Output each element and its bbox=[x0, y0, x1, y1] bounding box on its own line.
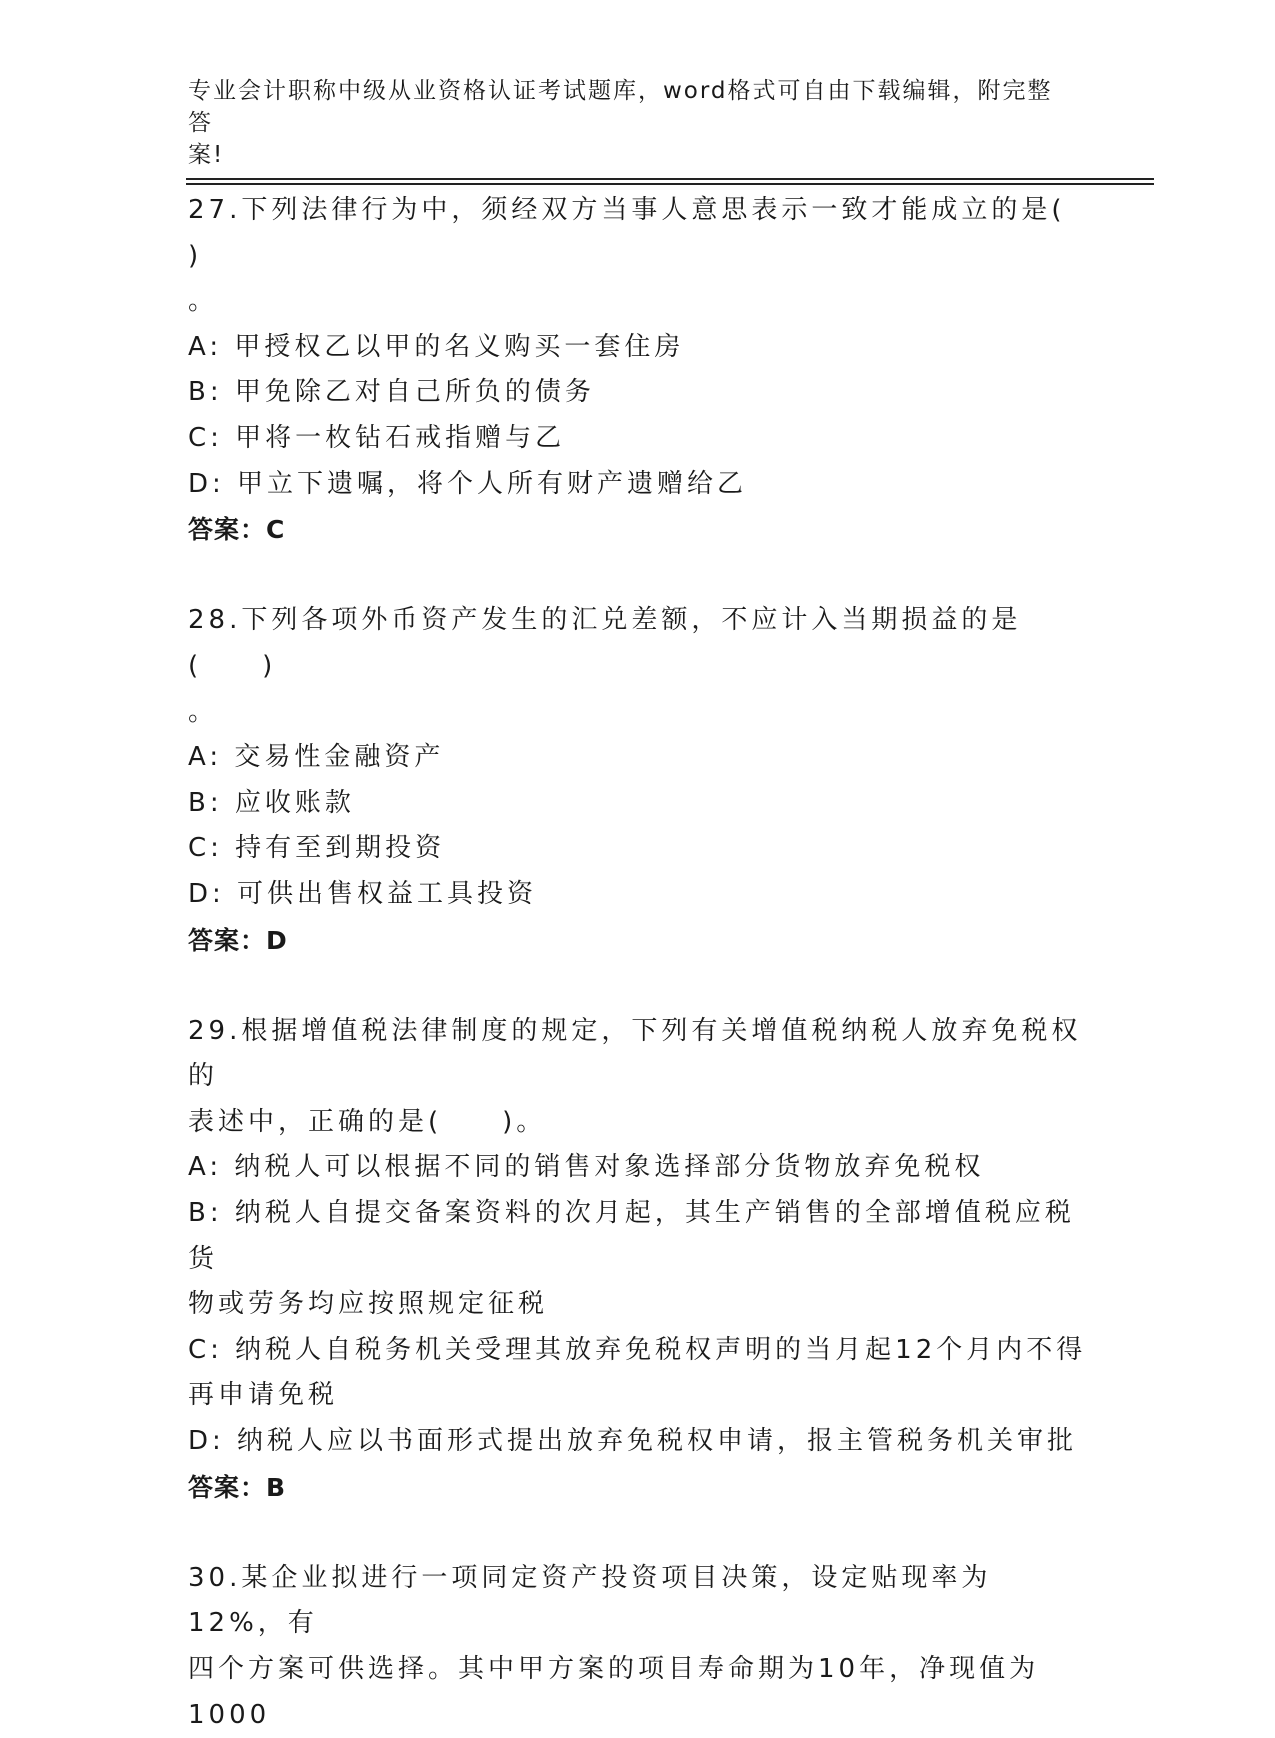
spacer bbox=[188, 963, 1088, 1009]
answer-option: C: 持有至到期投资 bbox=[188, 833, 446, 864]
question-block bbox=[188, 1556, 1088, 1738]
answer-option: D: 可供出售权益工具投资 bbox=[188, 878, 538, 909]
answer-option: A: 交易性金融资产 bbox=[188, 742, 445, 773]
question-block bbox=[188, 188, 1088, 598]
question-stem: 28.下列各项外币资产发生的汇兑差额，不应计入当期损益的是( ) bbox=[188, 605, 1022, 681]
answer-option: A: 甲授权乙以甲的名义购买一套住房 bbox=[188, 331, 685, 362]
question-stem: 表述中，正确的是( )。 bbox=[188, 1106, 547, 1137]
answer-option: 物或劳务均应按照规定征税 bbox=[188, 1289, 549, 1320]
question-list bbox=[188, 188, 1088, 1738]
answer-option: D: 纳税人应以书面形式提出放弃免税权申请，报主管税务机关审批 bbox=[188, 1426, 1078, 1457]
spacer bbox=[188, 553, 1088, 599]
answer-key: 答案：D bbox=[188, 925, 288, 955]
question-stem: 30.某企业拟进行一项同定资产投资项目决策，设定贴现率为12%，有 bbox=[188, 1562, 992, 1639]
answer-key: 答案：C bbox=[188, 515, 286, 545]
answer-option: A: 纳税人可以根据不同的销售对象选择部分货物放弃免税权 bbox=[188, 1152, 985, 1183]
answer-option: B: 应收账款 bbox=[188, 787, 355, 818]
spacer bbox=[188, 1510, 1088, 1556]
question-stem: 。 bbox=[188, 286, 219, 317]
question-stem: 四个方案可供选择。其中甲方案的项目寿命期为10年，净现值为1000 bbox=[188, 1654, 1040, 1730]
answer-option: C: 纳税人自税务机关受理其放弃免税权声明的当月起12个月内不得 bbox=[188, 1334, 1087, 1365]
header-divider bbox=[186, 183, 1154, 185]
question-block bbox=[188, 1009, 1088, 1556]
question-block bbox=[188, 598, 1088, 1008]
question-stem: 27.下列法律行为中，须经双方当事人意思表示一致才能成立的是( ) bbox=[188, 195, 1078, 271]
answer-option: C: 甲将一枚钻石戒指赠与乙 bbox=[188, 422, 566, 453]
question-stem: 29.根据增值税法律制度的规定，下列有关增值税纳税人放弃免税权的 bbox=[188, 1015, 1082, 1092]
answer-key: 答案：B bbox=[188, 1472, 287, 1502]
question-stem: 。 bbox=[188, 696, 219, 727]
page-header bbox=[188, 75, 1068, 171]
answer-option: B: 甲免除乙对自己所负的债务 bbox=[188, 377, 595, 408]
header-line: 专业会计职称中级从业资格认证考试题库，word格式可自由下载编辑，附完整答 bbox=[188, 78, 1053, 136]
header-divider bbox=[186, 178, 1154, 180]
answer-option: D: 甲立下遗嘱，将个人所有财产遗赠给乙 bbox=[188, 468, 748, 499]
answer-option: 再申请免税 bbox=[188, 1380, 339, 1411]
answer-option: B: 纳税人自提交备案资料的次月起，其生产销售的全部增值税应税货 bbox=[188, 1198, 1075, 1274]
header-line: 案! bbox=[188, 142, 225, 168]
